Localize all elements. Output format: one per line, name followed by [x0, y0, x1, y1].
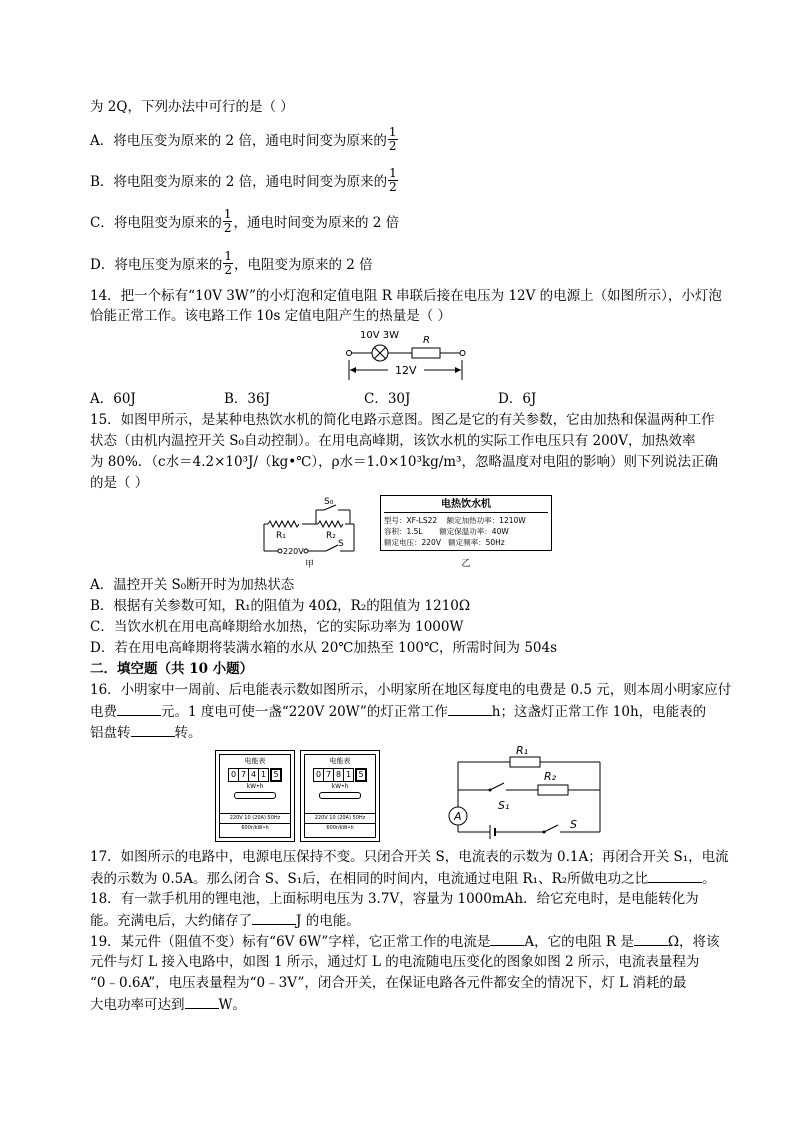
q14-lamp-label: 10V 3W: [360, 330, 399, 341]
switch-pivot: [489, 789, 492, 792]
q16-stem-line2: [90, 701, 706, 723]
terminal: [278, 549, 282, 553]
q16-text: 铝盘转: [90, 725, 131, 741]
meter-title: 电能表: [329, 757, 351, 765]
q17-text: 。: [702, 871, 716, 887]
q18-stem-line2: [90, 910, 360, 932]
terminal: [304, 549, 308, 553]
fraction-half: [223, 250, 233, 277]
meter-digit: 7: [239, 768, 249, 782]
meter-digit-decimal: 5: [355, 768, 367, 782]
answer-blank[interactable]: [185, 994, 219, 1009]
fraction-half: [388, 167, 398, 194]
q16-text: 元。1 度电可使一盏“220V 20W”的灯正常工作: [161, 704, 448, 720]
q15-r1-label: R₁: [276, 531, 286, 541]
q13-option-b-text: B．将电阻变为原来的 2 倍，通电时间变为原来的: [90, 174, 388, 190]
meter-digit: 4: [249, 768, 259, 782]
meter-title: 电能表: [244, 757, 266, 765]
meter-inner-frame: [219, 754, 291, 838]
section-title: 二．填空题（共 10 小题）: [90, 661, 254, 677]
meter-digit: 1: [344, 768, 354, 782]
switch-s1-icon: [490, 783, 504, 790]
q19-text: 19．某元件（阻值不变）标有“6V 6W”字样，它正常工作的电流是: [90, 934, 491, 950]
meter-spec: 220V 10 (20A) 50Hz: [305, 813, 375, 823]
fig-s1-label: S₁: [498, 799, 510, 812]
q15-option-c: C．当饮水机在用电高峰期给水加热，它的实际功率为 1000W: [90, 619, 464, 635]
q13-option-a-text: A．将电压变为原来的 2 倍，通电时间变为原来的: [90, 133, 387, 149]
fig-s-label: S: [570, 818, 577, 831]
meter-rev: 600r/kW•h: [220, 823, 290, 833]
meter-spec: 220V 10 (20A) 50Hz: [220, 813, 290, 823]
fraction-numerator: 1: [388, 125, 397, 139]
nameplate-title: 电热饮水机: [384, 498, 548, 513]
resistor-r2-icon: [538, 785, 568, 795]
q19-stem-line4: [90, 994, 246, 1016]
nameplate-row: 容积：1.5L 额定保温功率：40W: [384, 527, 509, 536]
q14-option-d: D．6J: [498, 391, 537, 407]
meter-digit-decimal: 5: [270, 768, 282, 782]
meter-display: [305, 768, 375, 782]
nameplate-row: 额定电压：220V 额定频率：50Hz: [384, 538, 505, 547]
electricity-meter-after: [300, 750, 380, 842]
fraction-half: [223, 208, 233, 235]
q14-stem-line2: 恰能正常工作。该电路工作 10s 定值电阻产生的热量是（ ）: [90, 308, 451, 324]
q15-stem-line4: 的是（ ）: [90, 475, 149, 491]
q17-stem-line2: [90, 868, 716, 890]
q13-option-c: [90, 207, 400, 237]
q18-stem-line1: 18．有一款手机用的锂电池，上面标明电压为 3.7V，容量为 1000mAh．给它充电时，是电能转化为: [90, 891, 699, 907]
q16-text: h；这盏灯正常工作 10h，电能表的: [491, 704, 707, 720]
fraction-numerator: 1: [224, 249, 232, 263]
q16-text: 转。: [174, 725, 202, 741]
arrow-left-icon: [350, 367, 356, 373]
fraction-denominator: 2: [389, 180, 397, 194]
nameplate-row: 型号：XF-LS22 额定加热功率：1210W: [384, 516, 526, 525]
meter-inner-frame: [304, 754, 376, 838]
q14-voltage-label: 12V: [395, 364, 417, 377]
q15-s0-label: S₀: [324, 497, 334, 507]
q15-option-a: A．温控开关 S₀断开时为加热状态: [90, 577, 295, 593]
q16-stem-line3: [90, 722, 202, 744]
q13-option-b: [90, 166, 399, 196]
q15-circuit-figure-jia: [258, 494, 368, 570]
meter-rev: 600r/kW•h: [305, 823, 375, 833]
q18-text: 能。充满电后，大约储存了: [90, 913, 252, 929]
q15-fig-jia-caption: 甲: [305, 560, 315, 570]
q14-resistor-label: R: [423, 335, 430, 346]
q17-stem-line1: 17．如图所示的电路中，电源电压保持不变。只闭合开关 S，电流表的示数为 0.1A；再闭合开关 S₁，电流: [90, 849, 729, 865]
fig-r2-label: R₂: [544, 770, 557, 783]
fraction-denominator: 2: [224, 263, 232, 277]
q13-option-d: [90, 249, 373, 279]
answer-blank[interactable]: [117, 701, 161, 716]
q14-option-b: B．36J: [224, 391, 271, 407]
fraction-denominator: 2: [223, 221, 232, 235]
q14-circuit-figure: [340, 325, 470, 385]
answer-blank[interactable]: [252, 910, 296, 925]
q15-s-label: S: [338, 539, 344, 549]
q17-circuit-figure: [440, 742, 610, 842]
electricity-meter-before: [215, 750, 295, 842]
resistor-r1-icon: [268, 521, 299, 527]
meter-digit: 1: [259, 768, 269, 782]
q15-stem-line3: 为 80%．（c水＝4.2×10³J/（kg•℃），ρ水＝1.0×10³kg/m³，忽略温度对电阻的影响）则下列说法正确: [90, 454, 718, 470]
meter-unit: kW•h: [246, 783, 264, 790]
q16-text: 电费: [90, 704, 117, 720]
q19-text: W。: [218, 997, 246, 1013]
q14-stem-line1: 14．把一个标有“10V 3W”的小灯泡和定值电阻 R 串联后接在电压为 12V 的电源上（如图所示），小灯泡: [90, 288, 722, 304]
resistor-r2-icon: [318, 521, 343, 527]
q16-stem-line1: 16．小明家中一周前、后电能表示数如图所示，小明家所在地区每度电的电费是 0.5 元，则本周小明家应付: [90, 682, 732, 698]
q13-option-c-tail: ，通电时间变为原来的 2 倍: [233, 215, 400, 231]
q15-stem-line1: 15．如图甲所示，是某种电热饮水机的简化电路示意图。图乙是它的有关参数，它由加热和保温两种工作: [90, 412, 715, 428]
q15-option-b: B．根据有关参数可知，R₁的阻值为 40Ω，R₂的阻值为 1210Ω: [90, 598, 471, 614]
resistor-icon: [412, 348, 440, 358]
q15-stem-line2: 状态（由机内温控开关 S₀自动控制）。在用电高峰期，该饮水机的实际工作电压只有 200V，加热效率: [90, 433, 696, 449]
terminal-left: [347, 351, 352, 356]
q14-option-c: C．30J: [364, 391, 411, 407]
meter-digit: 0: [228, 768, 239, 782]
q19-stem-line1: [90, 931, 720, 953]
q18-text: J 的电能。: [296, 913, 360, 929]
q13-option-d-tail: ，电阻变为原来的 2 倍: [233, 257, 373, 273]
fig-r1-label: R₁: [516, 744, 529, 757]
nameplate-box: [380, 495, 552, 551]
arrow-right-icon: [455, 367, 461, 373]
q15-option-d: D．若在用电高峰期将装满水箱的水从 20℃加热至 100℃，所需时间为 504s: [90, 640, 558, 656]
answer-blank[interactable]: [131, 722, 175, 737]
q19-stem-line2: 元件与灯 L 接入电路中，如图 1 所示，通过灯 L 的电流随电压变化的图象如图 2 所示，电流表量程为: [90, 954, 700, 970]
fraction-half: [388, 126, 398, 153]
q15-r2-label: R₂: [326, 531, 336, 541]
q15-nameplate-figure-yi: [380, 495, 552, 571]
meter-digit: 7: [324, 768, 334, 782]
meter-unit: kW•h: [331, 783, 349, 790]
meter-digit: 8: [334, 768, 344, 782]
q19-text: Ω，将该: [667, 934, 720, 950]
answer-blank[interactable]: [634, 931, 668, 946]
switch-s-icon: [544, 825, 558, 832]
q14-option-a: A．60J: [90, 391, 136, 407]
ammeter-label: A: [454, 810, 462, 823]
q13-option-a: [90, 125, 399, 155]
q17-text: 表的示数为 0.5A。那么闭合 S、S₁后，在相同的时间内，电流通过电阻 R₁、R₂所做电功之比: [90, 871, 649, 887]
fraction-numerator: 1: [389, 166, 397, 180]
q19-text: 大电功率可达到: [90, 997, 185, 1013]
q19-text: A，它的电阻 R 是: [524, 934, 634, 950]
answer-blank[interactable]: [490, 931, 524, 946]
answer-blank[interactable]: [448, 701, 492, 716]
meter-digit: 0: [313, 768, 324, 782]
answer-blank[interactable]: [648, 868, 702, 883]
switch-pivot: [543, 831, 546, 834]
switch-s-icon: [326, 545, 338, 551]
meter-display: [220, 768, 290, 782]
q15-voltage-label: 220V: [283, 547, 304, 556]
meter-disc-icon: [319, 792, 361, 799]
q13-option-d-text: D．将电压变为原来的: [90, 257, 223, 273]
resistor-r1-icon: [510, 757, 540, 767]
q13-tail: 为 2Q，下列办法中可行的是（ ）: [90, 99, 294, 115]
q13-option-c-text: C．将电阻变为原来的: [90, 215, 222, 231]
meter-disc-icon: [234, 792, 276, 799]
q15-fig-yi-caption: 乙: [461, 559, 471, 569]
terminal-right: [460, 351, 465, 356]
q19-stem-line3: “0﹣0.6A”，电压表量程为“0﹣3V”，闭合开关，在保证电路各元件都安全的情况下，灯 L 消耗的最: [90, 975, 687, 991]
fraction-numerator: 1: [223, 207, 232, 221]
fraction-denominator: 2: [388, 139, 397, 153]
